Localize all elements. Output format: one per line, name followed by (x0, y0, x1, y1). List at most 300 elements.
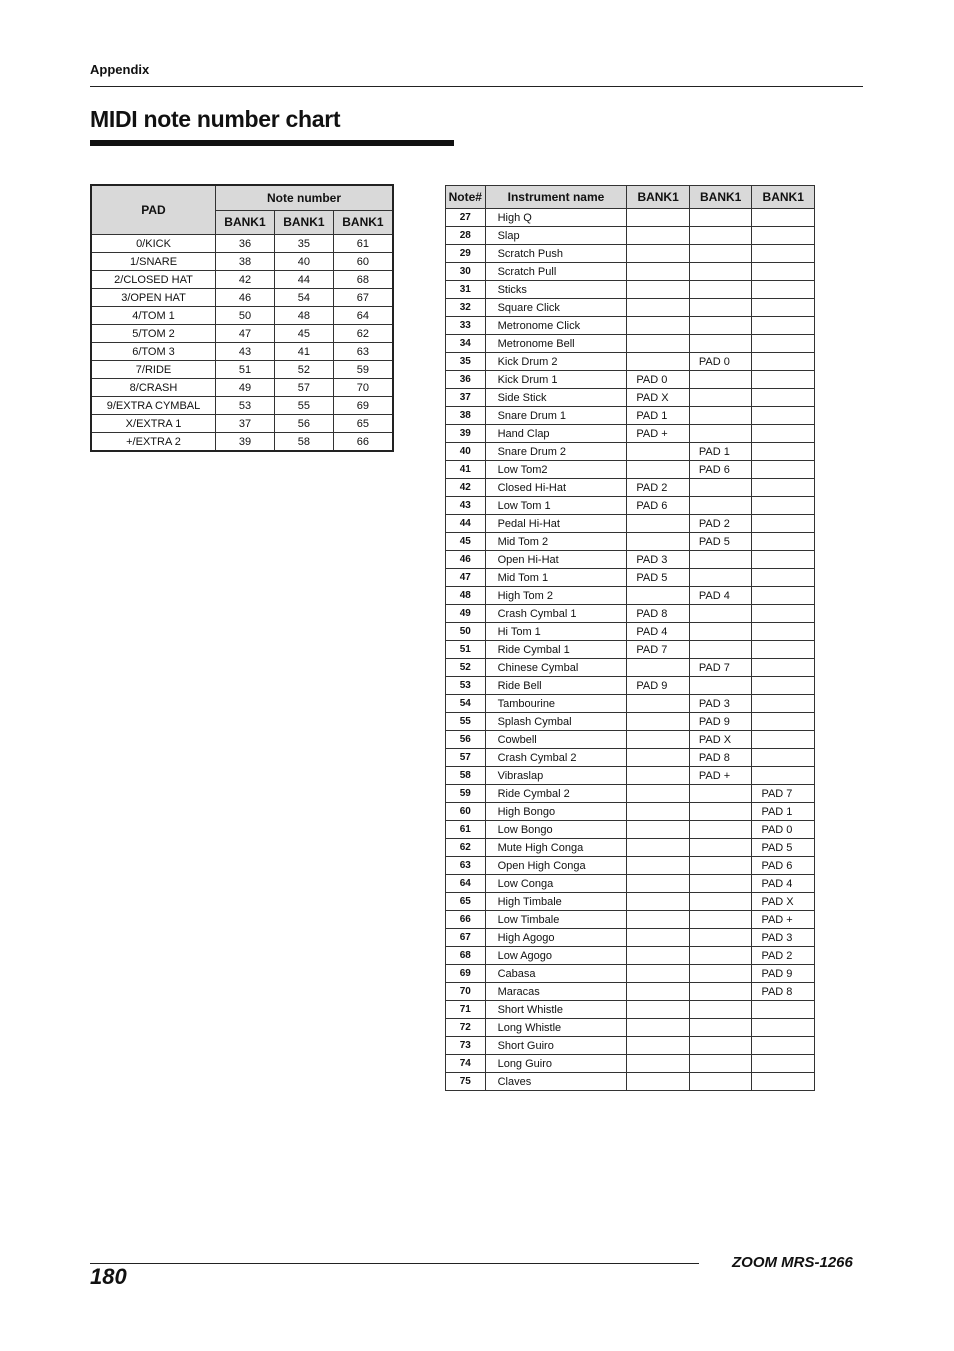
note-number-cell: 51 (216, 361, 275, 379)
table-row (446, 605, 815, 623)
header-instrument-name: Instrument name (485, 186, 627, 209)
note-number-cell: 49 (216, 379, 275, 397)
bank-pad-cell (689, 407, 752, 425)
bank-pad-cell (689, 1019, 752, 1037)
bank-pad-cell: PAD X (689, 731, 752, 749)
bank-pad-cell: PAD 2 (752, 947, 815, 965)
instrument-name-cell: Cowbell (485, 731, 627, 749)
instrument-name-cell: Snare Drum 1 (485, 407, 627, 425)
note-number-cell: 50 (216, 307, 275, 325)
pad-table-body (91, 235, 393, 452)
bank-pad-cell (627, 767, 690, 785)
note-number-cell: 47 (216, 325, 275, 343)
bank-pad-cell (689, 569, 752, 587)
bank-pad-cell: PAD + (689, 767, 752, 785)
pad-name-cell: 1/SNARE (91, 253, 216, 271)
note-cell: 54 (446, 695, 486, 713)
bank-pad-cell: PAD 0 (627, 371, 690, 389)
bank-pad-cell (752, 623, 815, 641)
instrument-name-cell: Low Agogo (485, 947, 627, 965)
bank-pad-cell (627, 965, 690, 983)
note-number-cell: 55 (274, 397, 333, 415)
pad-name-cell: 0/KICK (91, 235, 216, 253)
table-row (91, 343, 393, 361)
bank-pad-cell (752, 515, 815, 533)
table-row (446, 641, 815, 659)
pad-name-cell: 3/OPEN HAT (91, 289, 216, 307)
instrument-name-cell: Closed Hi-Hat (485, 479, 627, 497)
table-row (446, 569, 815, 587)
bank-pad-cell (752, 605, 815, 623)
note-number-cell: 67 (333, 289, 393, 307)
bank-pad-cell (689, 227, 752, 245)
bank-pad-cell (627, 731, 690, 749)
note-cell: 55 (446, 713, 486, 731)
bank-pad-cell (627, 821, 690, 839)
note-number-cell: 37 (216, 415, 275, 433)
bank-pad-cell (752, 1055, 815, 1073)
note-cell: 31 (446, 281, 486, 299)
bank-pad-cell (752, 767, 815, 785)
note-cell: 66 (446, 911, 486, 929)
instrument-name-cell: Chinese Cymbal (485, 659, 627, 677)
note-number-cell: 59 (333, 361, 393, 379)
instrument-name-cell: Long Guiro (485, 1055, 627, 1073)
table-row (446, 533, 815, 551)
bank-pad-cell (689, 839, 752, 857)
note-cell: 45 (446, 533, 486, 551)
instrument-name-cell: Square Click (485, 299, 627, 317)
bank-pad-cell (627, 875, 690, 893)
note-cell: 63 (446, 857, 486, 875)
bank-pad-cell (752, 641, 815, 659)
bank-pad-cell: PAD 7 (689, 659, 752, 677)
pad-name-cell: 4/TOM 1 (91, 307, 216, 325)
instrument-name-cell: Ride Bell (485, 677, 627, 695)
bank-pad-cell (627, 1001, 690, 1019)
pad-name-cell: 8/CRASH (91, 379, 216, 397)
bank-pad-cell (752, 587, 815, 605)
bank-pad-cell (752, 713, 815, 731)
bank-pad-cell (752, 209, 815, 227)
instrument-note-table (445, 185, 815, 1091)
bank-pad-cell (689, 677, 752, 695)
bank-pad-cell (627, 911, 690, 929)
bank-pad-cell (627, 587, 690, 605)
bank-pad-cell: PAD 9 (689, 713, 752, 731)
table-row (446, 893, 815, 911)
note-number-cell: 45 (274, 325, 333, 343)
header-bank: BANK1 (752, 186, 815, 209)
table-row (91, 361, 393, 379)
note-number-cell: 54 (274, 289, 333, 307)
table-row (446, 713, 815, 731)
table-row (446, 623, 815, 641)
note-number-cell: 61 (333, 235, 393, 253)
bank-pad-cell (689, 425, 752, 443)
header-rule (90, 86, 863, 87)
table-row (91, 397, 393, 415)
note-cell: 75 (446, 1073, 486, 1091)
instrument-name-cell: Tambourine (485, 695, 627, 713)
note-cell: 62 (446, 839, 486, 857)
table-row (446, 263, 815, 281)
note-number-cell: 40 (274, 253, 333, 271)
bank-pad-cell (627, 893, 690, 911)
bank-pad-cell: PAD 1 (627, 407, 690, 425)
table-row (446, 371, 815, 389)
table-row (446, 335, 815, 353)
bank-pad-cell (752, 731, 815, 749)
table-row (91, 271, 393, 289)
bank-pad-cell (627, 443, 690, 461)
instrument-name-cell: Low Conga (485, 875, 627, 893)
bank-pad-cell (689, 1037, 752, 1055)
note-number-cell: 57 (274, 379, 333, 397)
bank-pad-cell (627, 353, 690, 371)
bank-pad-cell (689, 389, 752, 407)
instrument-name-cell: Pedal Hi-Hat (485, 515, 627, 533)
bank-pad-cell (627, 227, 690, 245)
bank-pad-cell: PAD 4 (689, 587, 752, 605)
table-row (446, 443, 815, 461)
bank-pad-cell: PAD 4 (752, 875, 815, 893)
instrument-name-cell: Open Hi-Hat (485, 551, 627, 569)
header-pad: PAD (91, 185, 216, 235)
note-cell: 64 (446, 875, 486, 893)
instrument-name-cell: Ride Cymbal 1 (485, 641, 627, 659)
bank-pad-cell (752, 569, 815, 587)
instrument-name-cell: Hand Clap (485, 425, 627, 443)
page-number: 180 (90, 1264, 127, 1289)
bank-pad-cell (689, 803, 752, 821)
note-number-cell: 39 (216, 433, 275, 452)
table-row (446, 929, 815, 947)
bank-pad-cell: PAD 7 (752, 785, 815, 803)
table-row (446, 947, 815, 965)
note-number-cell: 60 (333, 253, 393, 271)
header-note-number: Note number (216, 185, 394, 210)
bank-pad-cell (689, 623, 752, 641)
bank-pad-cell: PAD X (752, 893, 815, 911)
table-row (91, 235, 393, 253)
bank-pad-cell: PAD 0 (689, 353, 752, 371)
bank-pad-cell (752, 659, 815, 677)
table-row (446, 245, 815, 263)
bank-pad-cell: PAD 8 (752, 983, 815, 1001)
note-cell: 39 (446, 425, 486, 443)
table-row (446, 965, 815, 983)
bank-pad-cell (689, 929, 752, 947)
bank-pad-cell (627, 1019, 690, 1037)
table-row (446, 1019, 815, 1037)
bank-pad-cell (689, 1001, 752, 1019)
note-number-cell: 66 (333, 433, 393, 452)
instrument-name-cell: Splash Cymbal (485, 713, 627, 731)
instrument-name-cell: Kick Drum 1 (485, 371, 627, 389)
bank-pad-cell (689, 875, 752, 893)
note-cell: 35 (446, 353, 486, 371)
pad-name-cell: 7/RIDE (91, 361, 216, 379)
bank-pad-cell (627, 299, 690, 317)
bank-pad-cell (752, 227, 815, 245)
header-bank: BANK1 (333, 210, 393, 234)
bank-pad-cell (627, 947, 690, 965)
bank-pad-cell: PAD 7 (627, 641, 690, 659)
bank-pad-cell (689, 317, 752, 335)
instrument-name-cell: High Timbale (485, 893, 627, 911)
instrument-name-cell: Mid Tom 1 (485, 569, 627, 587)
note-number-cell: 58 (274, 433, 333, 452)
note-cell: 47 (446, 569, 486, 587)
table-row (446, 1073, 815, 1091)
instrument-name-cell: Low Bongo (485, 821, 627, 839)
table-row (446, 479, 815, 497)
instrument-name-cell: Long Whistle (485, 1019, 627, 1037)
instrument-name-cell: Cabasa (485, 965, 627, 983)
bank-pad-cell (752, 353, 815, 371)
table-row (446, 1001, 815, 1019)
bank-pad-cell (689, 245, 752, 263)
header-bank: BANK1 (274, 210, 333, 234)
bank-pad-cell (752, 281, 815, 299)
instrument-name-cell: Maracas (485, 983, 627, 1001)
bank-pad-cell (689, 497, 752, 515)
note-cell: 29 (446, 245, 486, 263)
note-cell: 68 (446, 947, 486, 965)
pad-name-cell: 6/TOM 3 (91, 343, 216, 361)
bank-pad-cell: PAD 2 (689, 515, 752, 533)
note-number-cell: 63 (333, 343, 393, 361)
instrument-name-cell: Side Stick (485, 389, 627, 407)
table-row (91, 289, 393, 307)
bank-pad-cell: PAD 6 (627, 497, 690, 515)
note-cell: 32 (446, 299, 486, 317)
bank-pad-cell: PAD 6 (752, 857, 815, 875)
note-cell: 71 (446, 1001, 486, 1019)
note-number-cell: 64 (333, 307, 393, 325)
bank-pad-cell (689, 821, 752, 839)
bank-pad-cell (689, 605, 752, 623)
instrument-table-body (446, 209, 815, 1091)
table-row (446, 407, 815, 425)
note-cell: 37 (446, 389, 486, 407)
table-row (446, 299, 815, 317)
bank-pad-cell (627, 335, 690, 353)
note-number-cell: 53 (216, 397, 275, 415)
note-cell: 49 (446, 605, 486, 623)
bank-pad-cell (627, 1073, 690, 1091)
bank-pad-cell (752, 263, 815, 281)
bank-pad-cell (627, 929, 690, 947)
bank-pad-cell: PAD 1 (689, 443, 752, 461)
note-cell: 38 (446, 407, 486, 425)
table-row (446, 317, 815, 335)
table-row (446, 389, 815, 407)
note-number-cell: 56 (274, 415, 333, 433)
table-row (446, 983, 815, 1001)
bank-pad-cell (689, 1073, 752, 1091)
bank-pad-cell (752, 299, 815, 317)
note-number-cell: 43 (216, 343, 275, 361)
bank-pad-cell: PAD + (752, 911, 815, 929)
bank-pad-cell (752, 407, 815, 425)
bank-pad-cell (689, 281, 752, 299)
instrument-name-cell: Crash Cymbal 1 (485, 605, 627, 623)
table-row (91, 325, 393, 343)
bank-pad-cell (752, 245, 815, 263)
bank-pad-cell (627, 695, 690, 713)
bank-pad-cell (752, 389, 815, 407)
table-row (91, 379, 393, 397)
bank-pad-cell: PAD 5 (689, 533, 752, 551)
note-number-cell: 46 (216, 289, 275, 307)
table-row (446, 1055, 815, 1073)
bank-pad-cell (627, 785, 690, 803)
table-row (446, 767, 815, 785)
note-cell: 48 (446, 587, 486, 605)
table-row (446, 803, 815, 821)
note-number-cell: 35 (274, 235, 333, 253)
footer-rule (90, 1263, 699, 1264)
instrument-name-cell: Low Tom2 (485, 461, 627, 479)
bank-pad-cell (689, 299, 752, 317)
note-cell: 44 (446, 515, 486, 533)
note-cell: 53 (446, 677, 486, 695)
bank-pad-cell (752, 1019, 815, 1037)
bank-pad-cell (627, 983, 690, 1001)
table-row (446, 839, 815, 857)
bank-pad-cell (752, 443, 815, 461)
bank-pad-cell (689, 1055, 752, 1073)
bank-pad-cell (627, 749, 690, 767)
pad-name-cell: 5/TOM 2 (91, 325, 216, 343)
instrument-name-cell: Ride Cymbal 2 (485, 785, 627, 803)
bank-pad-cell (627, 659, 690, 677)
instrument-name-cell: Scratch Pull (485, 263, 627, 281)
bank-pad-cell: PAD 1 (752, 803, 815, 821)
header-bank: BANK1 (689, 186, 752, 209)
note-number-cell: 68 (333, 271, 393, 289)
note-number-cell: 42 (216, 271, 275, 289)
note-cell: 73 (446, 1037, 486, 1055)
bank-pad-cell (689, 551, 752, 569)
table-row (91, 415, 393, 433)
bank-pad-cell (752, 335, 815, 353)
bank-pad-cell (752, 425, 815, 443)
table-row (446, 227, 815, 245)
table-row (446, 1037, 815, 1055)
bank-pad-cell: PAD 4 (627, 623, 690, 641)
bank-pad-cell (627, 857, 690, 875)
bank-pad-cell (627, 209, 690, 227)
instrument-name-cell: High Tom 2 (485, 587, 627, 605)
note-cell: 46 (446, 551, 486, 569)
note-cell: 41 (446, 461, 486, 479)
note-cell: 43 (446, 497, 486, 515)
bank-pad-cell (752, 317, 815, 335)
instrument-name-cell: Scratch Push (485, 245, 627, 263)
table-row (91, 433, 393, 452)
bank-pad-cell (689, 911, 752, 929)
note-cell: 72 (446, 1019, 486, 1037)
note-number-cell: 70 (333, 379, 393, 397)
instrument-name-cell: Snare Drum 2 (485, 443, 627, 461)
note-cell: 52 (446, 659, 486, 677)
note-cell: 65 (446, 893, 486, 911)
note-number-cell: 48 (274, 307, 333, 325)
bank-pad-cell (752, 461, 815, 479)
table-row (446, 875, 815, 893)
bank-pad-cell (689, 335, 752, 353)
bank-pad-cell (627, 533, 690, 551)
table-row (446, 695, 815, 713)
bank-pad-cell (752, 695, 815, 713)
note-cell: 69 (446, 965, 486, 983)
bank-pad-cell (689, 965, 752, 983)
bank-pad-cell (689, 893, 752, 911)
bank-pad-cell (752, 1001, 815, 1019)
table-row (446, 461, 815, 479)
table-row (446, 353, 815, 371)
table-row (446, 425, 815, 443)
instrument-name-cell: Sticks (485, 281, 627, 299)
bank-pad-cell (627, 839, 690, 857)
instrument-name-cell: Metronome Click (485, 317, 627, 335)
bank-pad-cell (689, 371, 752, 389)
note-cell: 70 (446, 983, 486, 1001)
bank-pad-cell (627, 1037, 690, 1055)
title-underline (90, 140, 454, 146)
note-cell: 30 (446, 263, 486, 281)
note-cell: 56 (446, 731, 486, 749)
table-row (446, 857, 815, 875)
bank-pad-cell (752, 551, 815, 569)
bank-pad-cell: PAD 3 (752, 929, 815, 947)
note-cell: 27 (446, 209, 486, 227)
note-cell: 28 (446, 227, 486, 245)
bank-pad-cell (627, 713, 690, 731)
bank-pad-cell (627, 1055, 690, 1073)
bank-pad-cell (752, 677, 815, 695)
bank-pad-cell (627, 281, 690, 299)
bank-pad-cell (752, 479, 815, 497)
pad-name-cell: X/EXTRA 1 (91, 415, 216, 433)
header-bank: BANK1 (627, 186, 690, 209)
bank-pad-cell: PAD + (627, 425, 690, 443)
bank-pad-cell (627, 245, 690, 263)
pad-name-cell: 9/EXTRA CYMBAL (91, 397, 216, 415)
bank-pad-cell: PAD 2 (627, 479, 690, 497)
instrument-name-cell: High Q (485, 209, 627, 227)
table-row (446, 677, 815, 695)
instrument-name-cell: Open High Conga (485, 857, 627, 875)
instrument-name-cell: Slap (485, 227, 627, 245)
note-cell: 60 (446, 803, 486, 821)
note-cell: 36 (446, 371, 486, 389)
bank-pad-cell: PAD X (627, 389, 690, 407)
instrument-name-cell: Metronome Bell (485, 335, 627, 353)
product-name: ZOOM MRS-1266 (732, 1254, 853, 1271)
bank-pad-cell (627, 515, 690, 533)
bank-pad-cell (689, 785, 752, 803)
instrument-name-cell: Mute High Conga (485, 839, 627, 857)
bank-pad-cell (689, 641, 752, 659)
bank-pad-cell (689, 857, 752, 875)
bank-pad-cell: PAD 5 (627, 569, 690, 587)
note-cell: 50 (446, 623, 486, 641)
instrument-name-cell: Mid Tom 2 (485, 533, 627, 551)
